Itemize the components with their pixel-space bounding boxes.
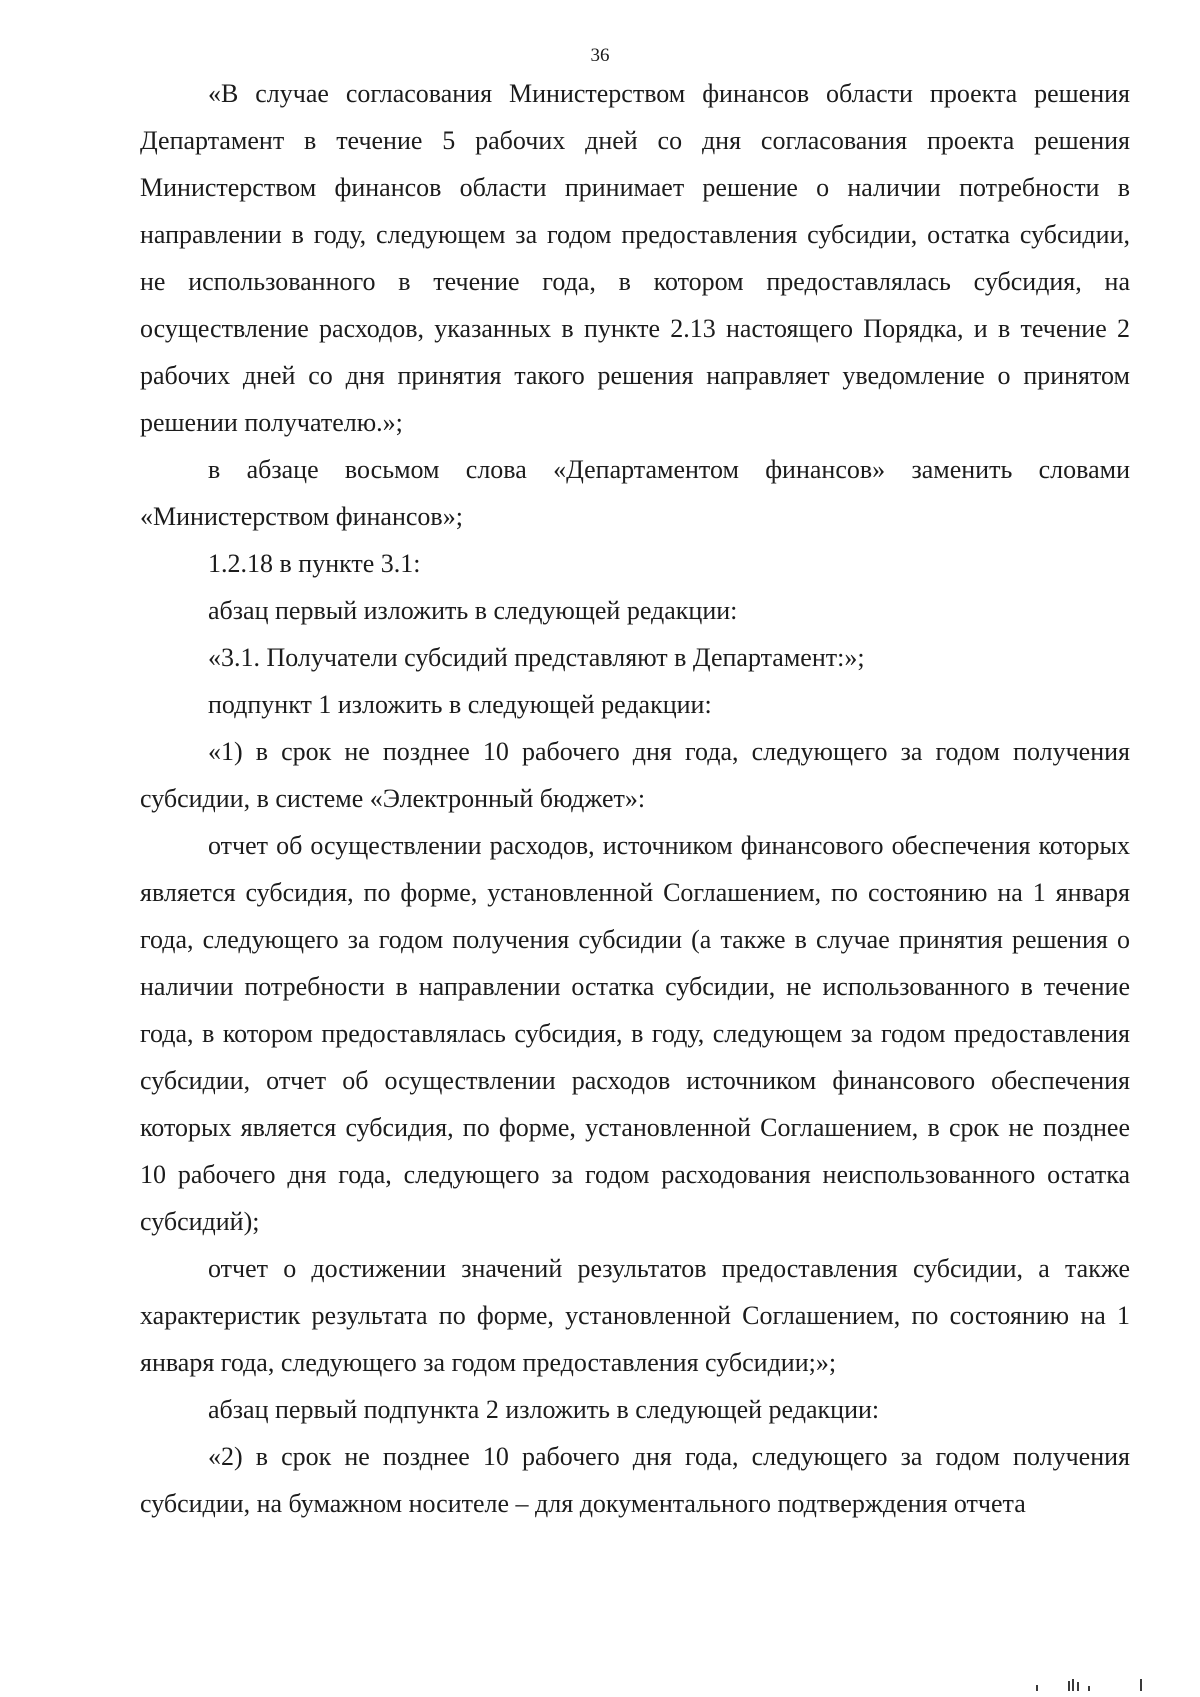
paragraph-clause-3-1: «3.1. Получатели субсидий представляют в Департамент:»; xyxy=(208,643,865,672)
paragraph-subitem-1-instruction: подпункт 1 изложить в следующей редакции: xyxy=(208,690,712,719)
paragraph-abzac-first-instruction: абзац первый изложить в следующей редакции: xyxy=(208,596,738,625)
document-body xyxy=(140,70,1130,1527)
paragraph-subitem-2: «2) в срок не позднее 10 рабочего дня года, следующего за годом получения субсидии, на бумажном носителе – для документального подтверждения отчета xyxy=(140,1442,1130,1518)
paragraph-expense-report: отчет об осуществлении расходов, источником финансового обеспечения которых является субсидия, по форме, установленной Соглашением, по состоянию на 1 января года, следующего за годом получения субсидии (а также в случае принятия решения о наличии потребности в направлении остатка субсидии, не использованного в течение года, в котором предоставлялась субсидия, в году, следующем за годом предоставления субсидии, отчет об осуществлении расходов источником финансового обеспечения которых является субсидия, по форме, установленной Соглашением, в срок не позднее 10 рабочего дня года, следующего за годом расходования неиспользованного остатка субсидий); xyxy=(140,831,1130,1236)
page-number: 36 xyxy=(590,45,610,66)
paragraph-abzac-eighth: в абзаце восьмом слова «Департаментом финансов» заменить словами «Министерством финансов»; xyxy=(140,455,1130,531)
paragraph-results-report: отчет о достижении значений результатов предоставления субсидии, а также характеристик результата по форме, установленной Соглашением, по состоянию на 1 января года, следующего за годом предоставления субсидии;»; xyxy=(140,1254,1130,1377)
paragraph-item-1-2-18: 1.2.18 в пункте 3.1: xyxy=(208,549,421,578)
paragraph-decision-notice: «В случае согласования Министерством финансов области проекта решения Департамент в течение 5 рабочих дней со дня согласования проекта решения Министерством финансов области принимает решение о наличии потребности в направлении в году, следующем за годом предоставления субсидии, остатка субсидии, не использованного в течение года, в котором предоставлялась субсидия, на осуществление расходов, указанных в пункте 2.13 настоящего Порядка, и в течение 2 рабочих дней со дня принятия такого решения направляет уведомление о принятом решении получателю.»; xyxy=(140,79,1130,437)
paragraph-subitem-1: «1) в срок не позднее 10 рабочего дня года, следующего за годом получения субсидии, в системе «Электронный бюджет»: xyxy=(140,737,1130,813)
scan-artifact-mark xyxy=(1028,1677,1148,1691)
paragraph-subitem-2-instruction: абзац первый подпункта 2 изложить в следующей редакции: xyxy=(208,1395,880,1424)
